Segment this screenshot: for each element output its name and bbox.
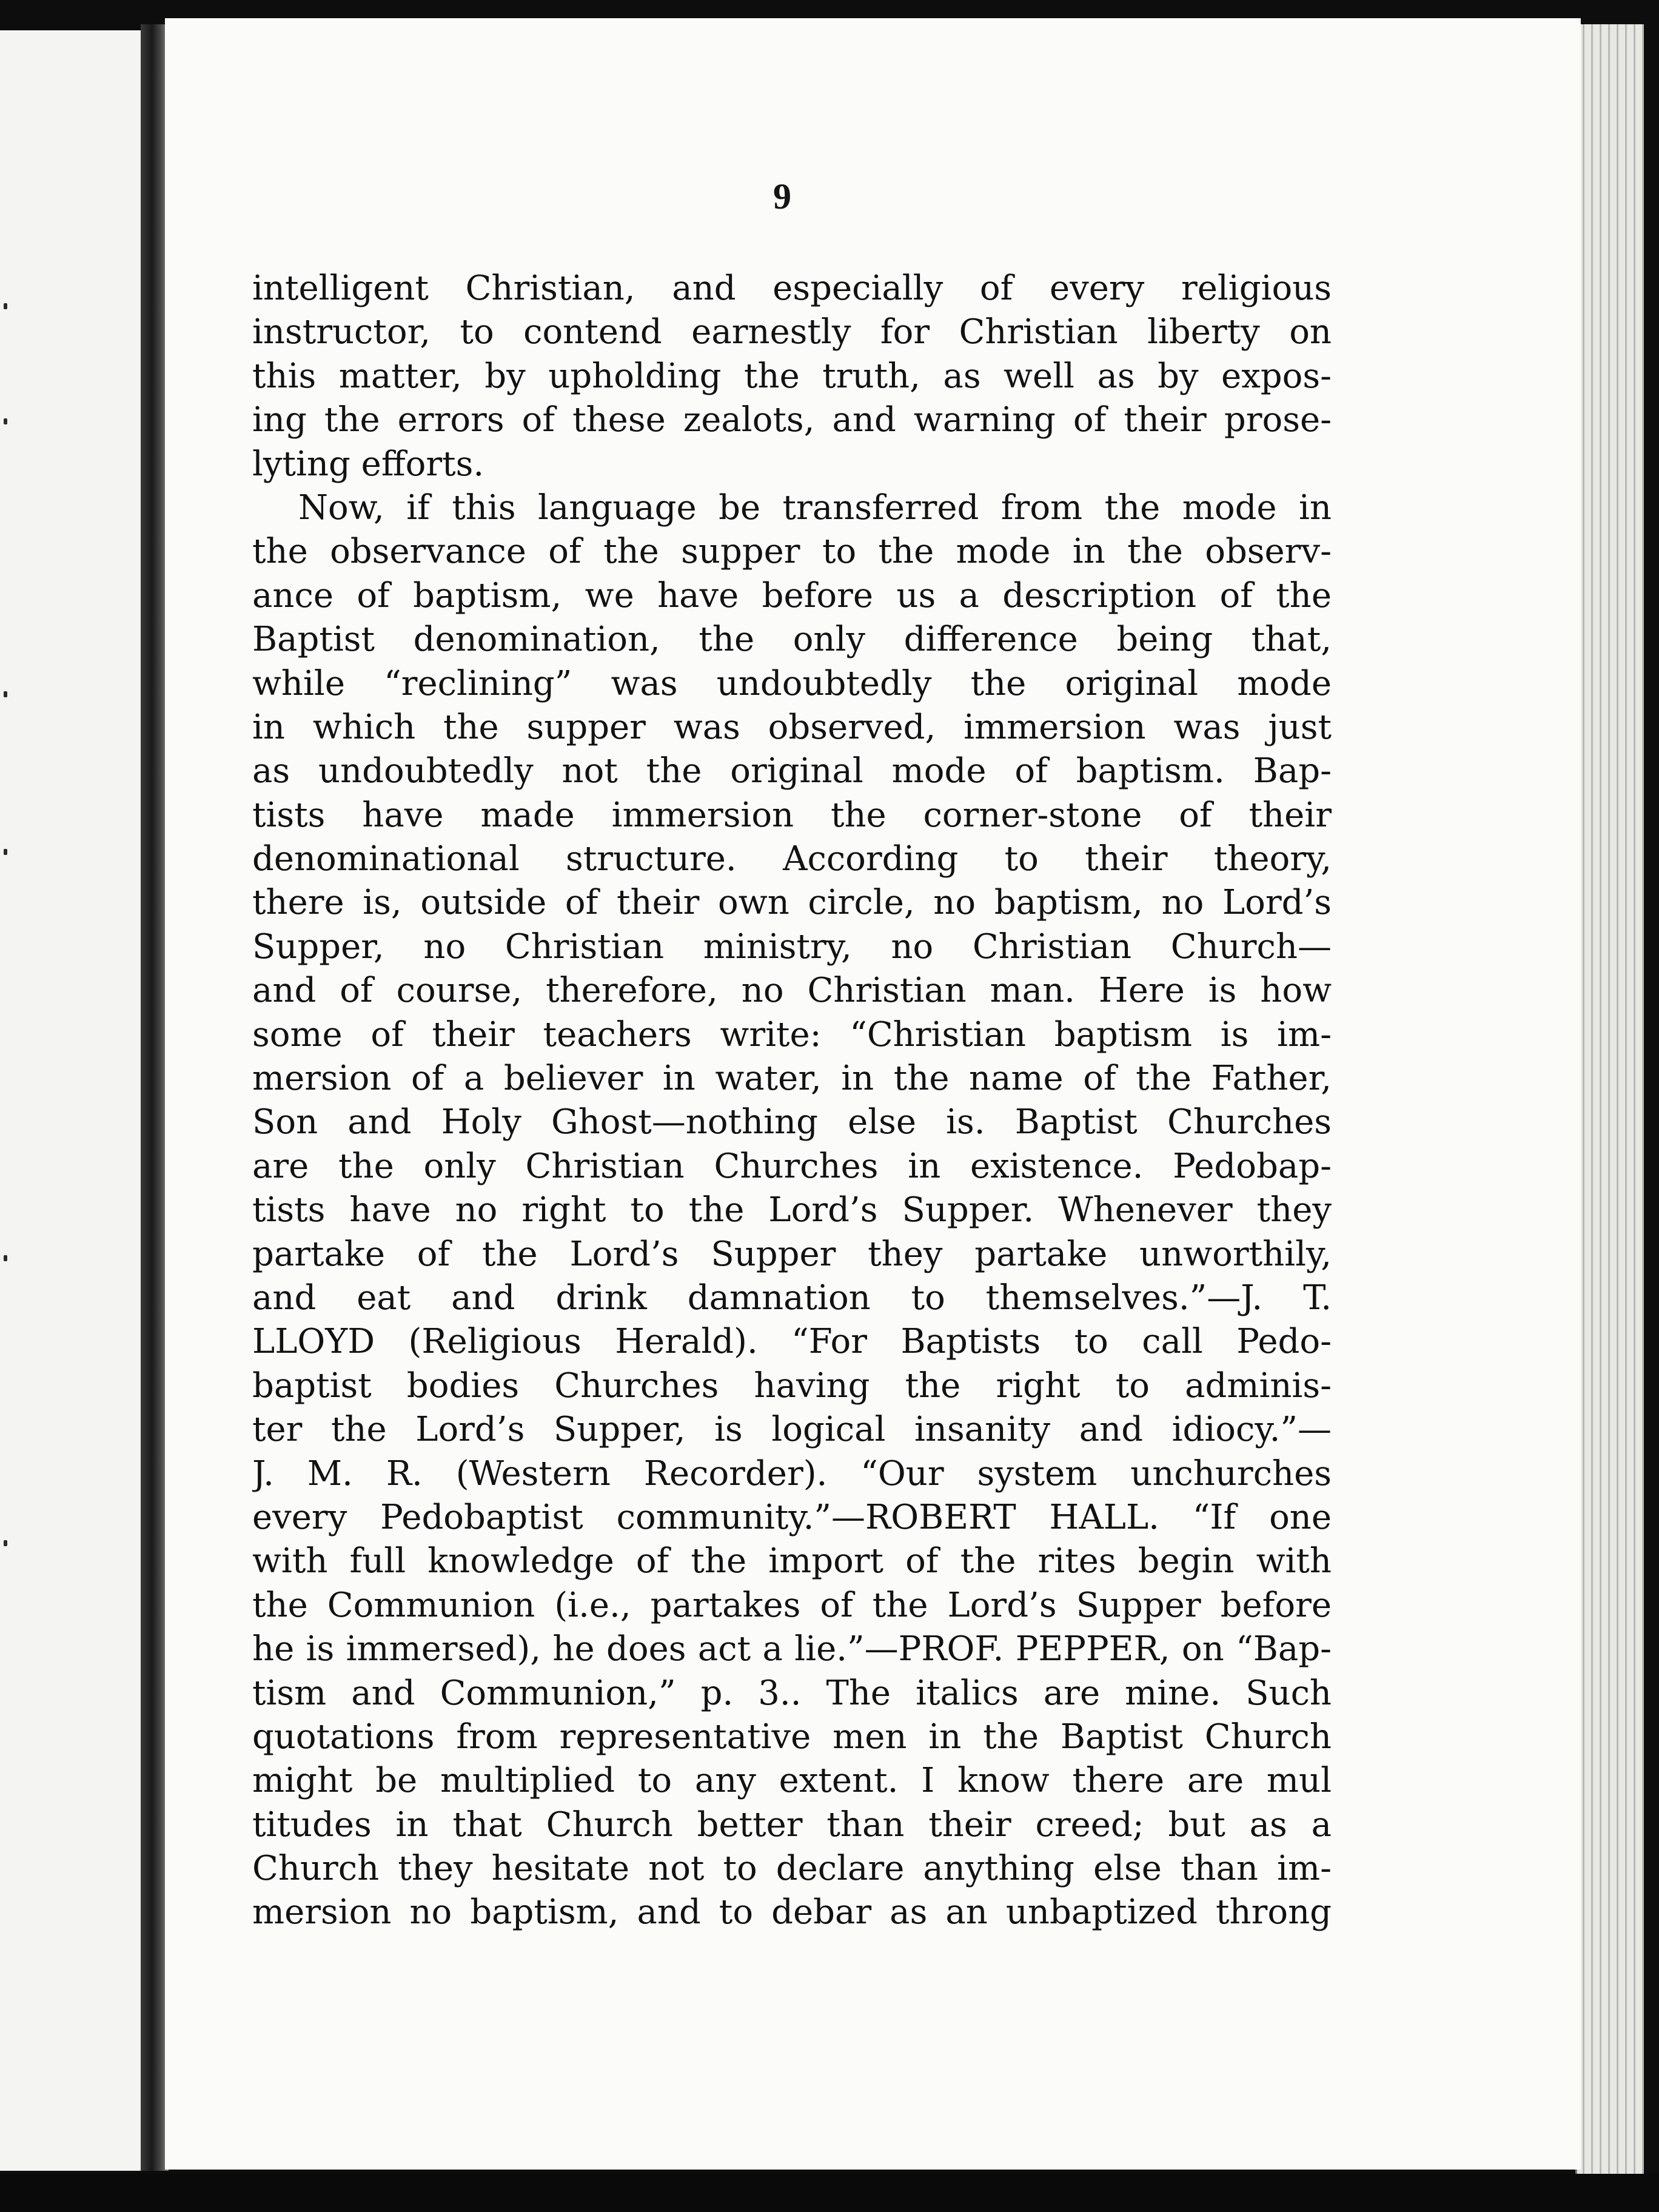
text-line: he is immersed), he does act a lie.”—PROF. PEPPER, on “Bap- (252, 1629, 1332, 1669)
text-line: ter the Lord’s Supper, is logical insanity and idiocy.”— (252, 1410, 1332, 1450)
text-line: ance of baptism, we have before us a description of the (252, 575, 1332, 615)
text-line: denominational structure. According to their theory, (252, 839, 1332, 879)
text-line: there is, outside of their own circle, no baptism, no Lord’s (252, 883, 1332, 923)
text-line: tists have made immersion the corner-stone of their (252, 795, 1332, 835)
text-line: every Pedobaptist community.”—ROBERT HALL. “If one (252, 1497, 1332, 1537)
text-line: and of course, therefore, no Christian man. Here is how (252, 971, 1332, 1011)
text-line: lyting efforts. (252, 444, 484, 484)
text-line: mersion no baptism, and to debar as an unbaptized throng (252, 1892, 1332, 1932)
text-line: while “reclining” was undoubtedly the original mode (252, 663, 1332, 703)
text-line: this matter, by upholding the truth, as well as by expos- (252, 356, 1332, 396)
scan-bottom-border (0, 2174, 1659, 2212)
text-line: some of their teachers write: “Christian baptism is im- (252, 1014, 1332, 1054)
text-line: quotations from representative men in the Baptist Church (252, 1717, 1332, 1757)
text-line: Son and Holy Ghost—nothing else is. Baptist Churches (252, 1102, 1332, 1142)
facing-page-edge (0, 30, 144, 2171)
body-text (252, 267, 1332, 1935)
text-line: baptist bodies Churches having the right to adminis- (252, 1366, 1332, 1406)
text-line: Baptist denomination, the only difference being that, (252, 620, 1332, 660)
text-line: in which the supper was observed, immersion was just (252, 707, 1332, 747)
text-line: ing the errors of these zealots, and warning of their prose- (252, 400, 1332, 440)
text-line: Church they hesitate not to declare anything else than im- (252, 1849, 1332, 1889)
text-line: with full knowledge of the import of the rites begin with (252, 1541, 1332, 1581)
page-number: 9 (773, 176, 791, 216)
text-line: J. M. R. (Western Recorder). “Our system unchurches (252, 1453, 1332, 1493)
text-line: and eat and drink damnation to themselves.”—J. T. (252, 1278, 1332, 1318)
paragraph-start-line: Now, if this language be transferred from the mode in (298, 488, 1332, 528)
text-line: the Communion (i.e., partakes of the Lord’s Supper before (252, 1585, 1332, 1625)
text-line: might be multiplied to any extent. I know there are mul (252, 1761, 1332, 1801)
text-line: tism and Communion,” p. 3.. The italics are mine. Such (252, 1673, 1332, 1713)
text-line: mersion of a believer in water, in the name of the Father, (252, 1059, 1332, 1099)
text-line: the observance of the supper to the mode in the observ- (252, 532, 1332, 572)
text-line: LLOYD (Religious Herald). “For Baptists to call Pedo- (252, 1322, 1332, 1362)
text-line: tists have no right to the Lord’s Supper. Whenever they (252, 1190, 1332, 1230)
text-line: as undoubtedly not the original mode of baptism. Bap- (252, 751, 1332, 791)
text-line: instructor, to contend earnestly for Christian liberty on (252, 312, 1332, 352)
text-line: intelligent Christian, and especially of every religious (252, 269, 1332, 308)
text-line: titudes in that Church better than their creed; but as a (252, 1805, 1332, 1845)
text-line: Supper, no Christian ministry, no Christian Church— (252, 927, 1332, 967)
text-line: partake of the Lord’s Supper they partake unworthily, (252, 1234, 1332, 1274)
text-line: are the only Christian Churches in existence. Pedobap- (252, 1146, 1332, 1186)
page-stack-edges (1575, 24, 1644, 2176)
